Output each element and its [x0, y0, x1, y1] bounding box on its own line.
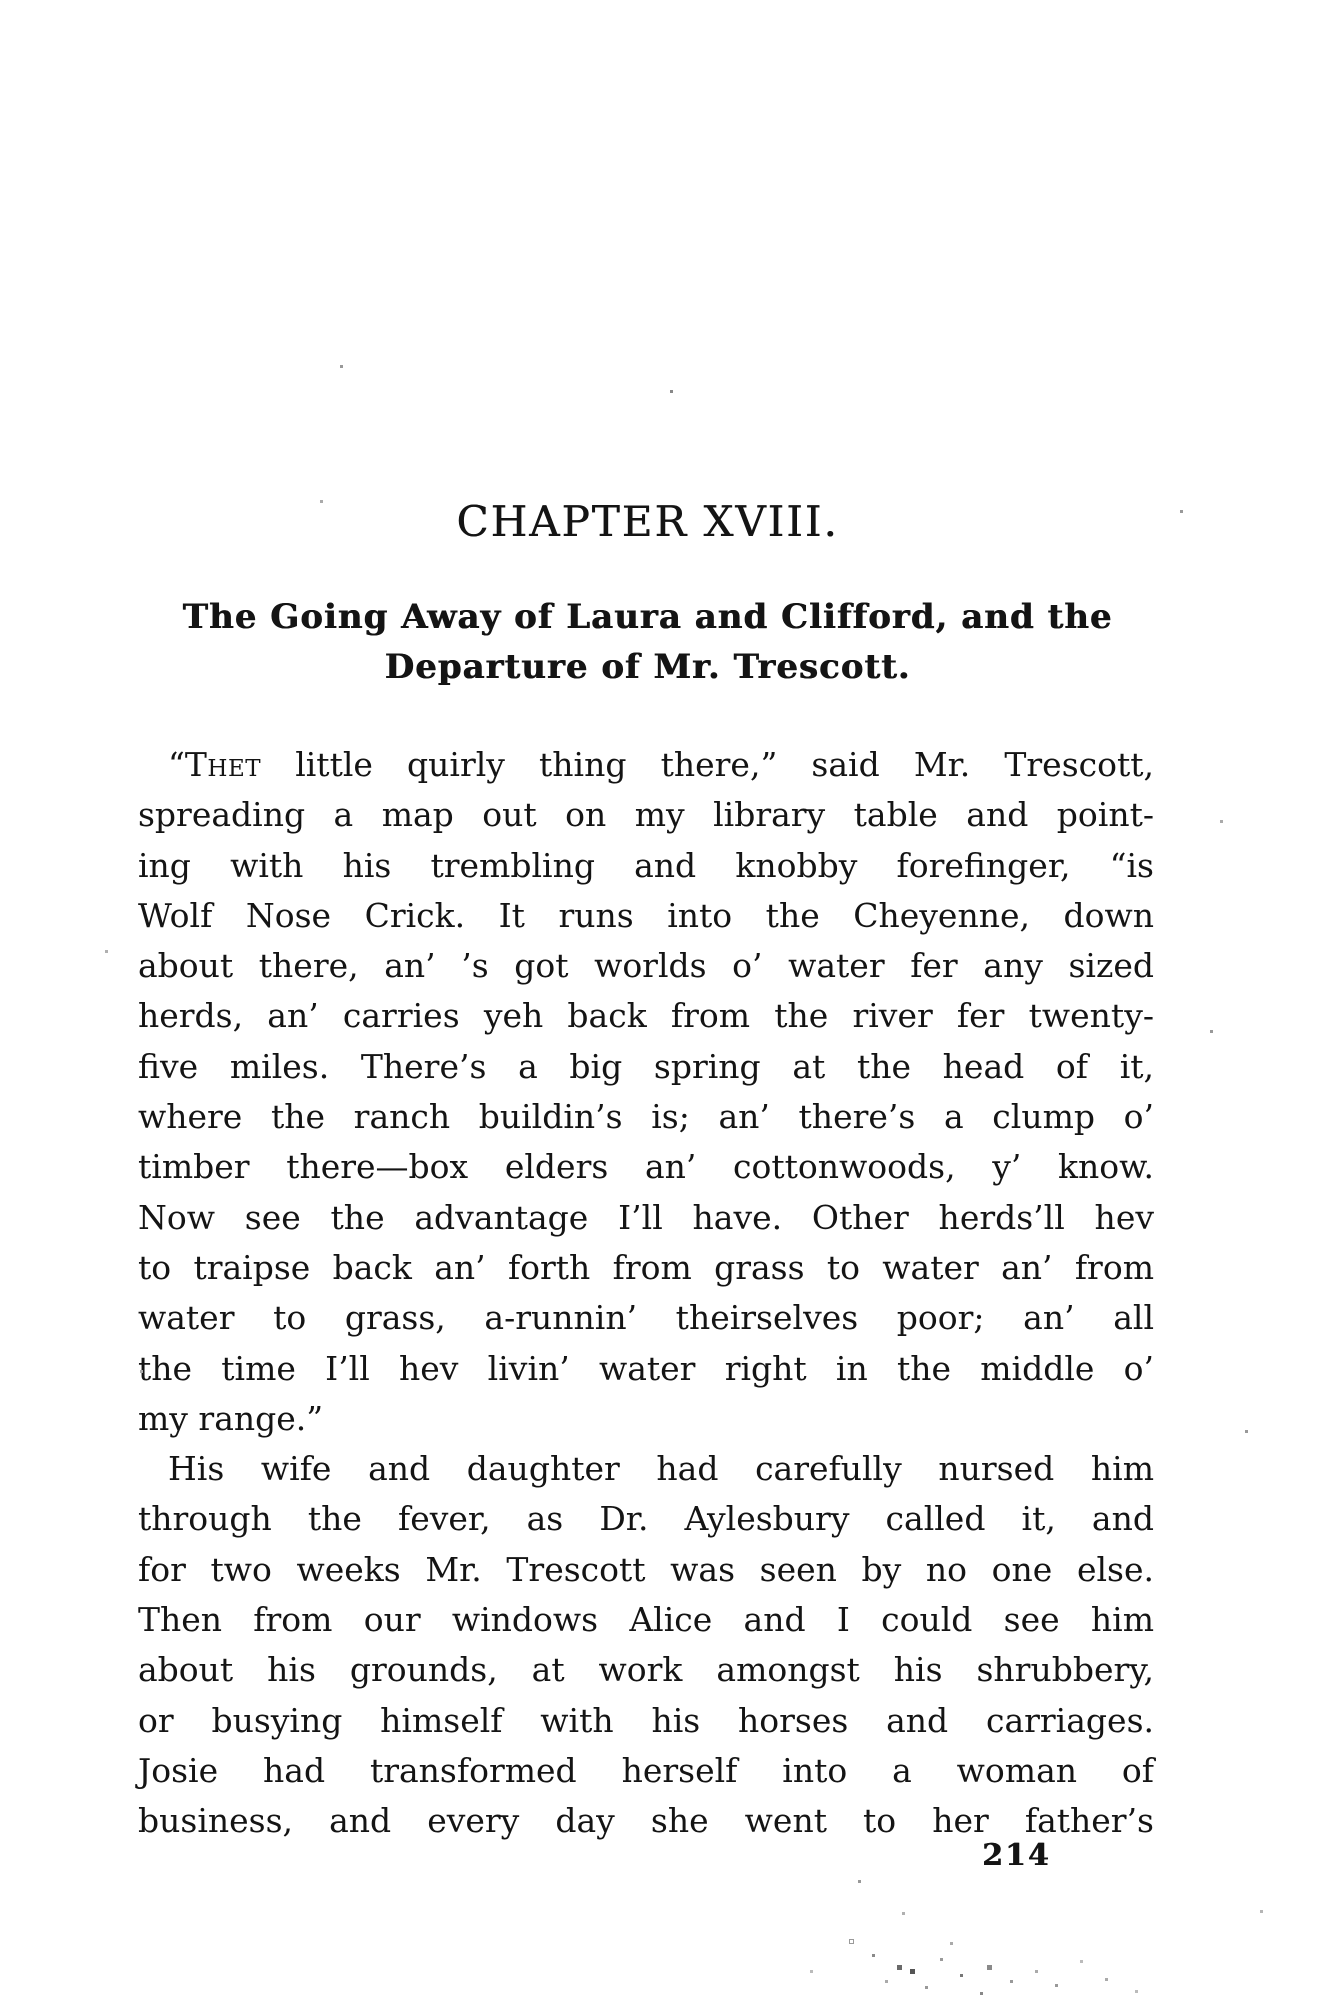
chapter-heading: CHAPTER XVIII. [456, 497, 839, 546]
text-line: His wife and daughter had carefully nursed him [168, 1449, 1154, 1489]
scan-noise [200, 470, 203, 473]
text-line: Wolf Nose Crick. It runs into the Cheyenne, down [138, 895, 1154, 935]
subtitle-line: Departure of Mr. Trescott. [384, 647, 911, 687]
text-line: business, and every day she went to her father’s [138, 1801, 1154, 1841]
text-line: five miles. There’s a big spring at the head of it, [138, 1046, 1154, 1086]
body-text [138, 740, 1154, 1847]
text-line: through the fever, as Dr. Aylesbury called it, and [138, 1499, 1154, 1539]
text-line: the time I’ll hev livin’ water right in the middle o’ [138, 1348, 1154, 1388]
lead-word: Thet [184, 745, 262, 784]
subtitle-line: The Going Away of Laura and Clifford, and the [182, 597, 1113, 637]
text-line: about there, an’ ’s got worlds o’ water fer any sized [138, 946, 1154, 986]
text-line: my range.” [138, 1398, 324, 1438]
text-line: to traipse back an’ forth from grass to water an’ from [138, 1247, 1154, 1287]
text-line: water to grass, a-runnin’ theirselves poor; an’ all [138, 1298, 1154, 1338]
text-line-rest: little quirly thing there,” said Mr. Trescott, [261, 745, 1154, 784]
open-quote: “ [168, 745, 185, 784]
text-line: or busying himself with his horses and carriages. [138, 1700, 1154, 1740]
text-line: spreading a map out on my library table and point- [138, 795, 1154, 835]
text-line: Josie had transformed herself into a woman of [138, 1750, 1154, 1790]
text-line: timber there—box elders an’ cottonwoods, y’ know. [138, 1147, 1154, 1187]
text-line: Now see the advantage I’ll have. Other herds’ll hev [138, 1197, 1154, 1237]
page-number: 214 [982, 1838, 1051, 1873]
text-line [138, 740, 1154, 790]
text-line: Then from our windows Alice and I could see him [138, 1600, 1154, 1640]
text-line: about his grounds, at work amongst his shrubbery, [138, 1650, 1154, 1690]
text-line: herds, an’ carries yeh back from the river fer twenty- [138, 996, 1154, 1036]
text-line: where the ranch buildin’s is; an’ there’s a clump o’ [138, 1097, 1154, 1137]
chapter-subtitle [140, 592, 1155, 692]
scan-noise [850, 1940, 853, 1943]
text-line: for two weeks Mr. Trescott was seen by no one else. [138, 1549, 1154, 1589]
text-line: ing with his trembling and knobby forefinger, “is [138, 845, 1154, 885]
